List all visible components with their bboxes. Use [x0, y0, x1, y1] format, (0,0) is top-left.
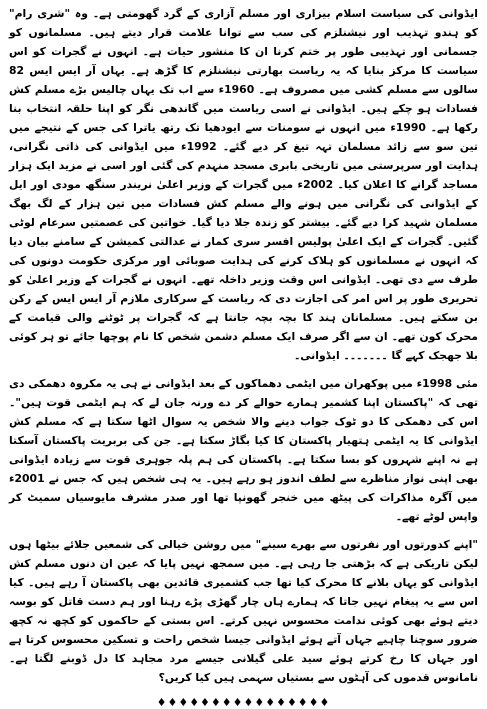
- article-paragraph-3: "اپنے کدورتوں اور نفرتوں سے بھرے سینے" میں روشن خیالی کی شمعیں جلائے بیٹھا ہوں لیکن تاریکی ہے کہ بڑھتی جا رہی ہے۔ میں سمجھ نہیں پایا کہ عین ان دنوں مسلم کش ایڈوانی کو یہاں بلانے کا محرک کیا تھا جب کشمیری قائدین بھی پاکستان آ رہے ہیں۔ کیا اس سے یہ پیغام نہیں جاتا کہ ہمارے ہاں چار گھڑی پڑے رہنا اور ہم دست قاتل کو بوسہ دیتے ہوئے بھی کوئی ندامت محسوس نہیں کرتے۔ اس بستی کے حاکموں کو کچھ نہ کچھ ضرور سوچنا چاہیے جہاں آتے ہوئے ایڈوانی جیسا شخص راحت و تسکین محسوس کرتا ہے اور جہاں کا رخ کرتے ہوئے سید علی گیلانی جیسے مرد مجاہد کا دل ڈوبنے لگتا ہے۔ نامانوس قدموں کی آہٹوں سے بستیاں سہمی ہیں کیا کریں؟: [9, 538, 478, 684]
- article-paragraph-2: مئی 1998ء میں پوکھران میں ایٹمی دھماکوں کے بعد ایڈوانی نے ہی یہ مکروہ دھمکی دی تھی کہ "پاکستان اپنا کشمیر ہمارے حوالے کر دے ورنہ جان لے کہ ہم ایٹمی قوت ہیں"۔ اس کی دھمکی کا دو ٹوک جواب دینے والا شخص یہ سوال اٹھا سکتا ہے کہ مسلم کش ایڈوانی کا یہ ایٹمی ہتھیار پاکستان کا کیا بگاڑ سکتا ہے۔ جن کی بربریت پاکستان آسکتا ہے نہ اپنے شہروں کو بسا سکتا ہے۔ پاکستان کی ہم پلہ جوہری قوت سے زیادہ ایڈوانی بھی اپنی نواز مناظرے سے لطف اندوز ہو رہے ہیں۔ یہ ہی شخص ہیں کہ جس نے 2001ء میں آگرہ مذاکرات کی پیٹھ میں خنجر گھونپا تھا اور صدر مشرف مایوسیاں سمیٹ کر واپس لوٹے تھے۔: [9, 377, 478, 523]
- article-paragraph-1: ایڈوانی کی سیاست اسلام بیزاری اور مسلم آزاری کے گرد گھومتی ہے۔ وہ "شری رام" کو ہندو تہذیب اور نیشنلزم کی سب سے توانا علامت قرار دیتے ہیں۔ مسلمانوں کو جسمانی اور تہذیبی طور پر ختم کرنا ان کا منشور حیات ہے۔ انہوں نے گجرات کو اس سیاست کا مرکز بنایا کہ یہ ریاست بھارتی نیشنلزم کا گڑھ ہے۔ یہاں آر ایس ایس 82 سالوں سے مسلم کشی میں مصروف ہے۔ 1960ء سے اب تک یہاں چالیس بڑے مسلم کش فسادات ہو چکے ہیں۔ ایڈوانی نے اسی ریاست میں گاندھی نگر کو اپنا حلقہ انتخاب بنا رکھا ہے۔ 1990ء میں انہوں نے سومنات سے ایودھیا تک رتھ یاترا کی جس کے نتیجے میں تین سو سے زائد مسلمان تہہ تیغ کر دیے گئے۔ 1992ء میں ایڈوانی کی ذاتی نگرانی، ہدایت اور سرپرستی میں تاریخی بابری مسجد منہدم کی گئی اور اسی نے مزید ایک ہزار مساجد گرانے کا اعلان کیا۔ 2002ء میں گجرات کے وزیر اعلیٰ نریندر سنگھ مودی اور ایل کے ایڈوانی کی نگرانی میں ہونے والے مسلم کش فسادات میں تین ہزار کے لگ بھگ مسلمان شہید کرا دیے گئے۔ بیشتر کو زندہ جلا دیا گیا۔ خواتین کی عصمتیں سرعام لوٹی گئیں۔ گجرات کے ایک اعلیٰ پولیس افسر سری کمار نے عدالتی کمیشن کے سامنے بیان دیا کہ انہوں نے مسلمانوں کو ہلاک کرنے کی ہدایت صوبائی اور مرکزی حکومت دونوں کی طرف سے دی تھی۔ ایڈوانی اس وقت وزیر داخلہ تھے۔ انہوں نے گجرات کے وزیر اعلیٰ کو تحریری طور پر اس امر کی اجازت دی کہ ریاست کے سرکاری ملازم آر ایس ایس کے رکن بن سکتے ہیں۔ مسلمانان ہند کا بچہ بچہ جانتا ہے کہ گجرات پر ٹوٹنے والی قیامت کے محرک کون تھے۔ ان سے اگر صرف ایک مسلم دشمن شخص کا نام پوچھا جائے تو ہر کوئی بلا جھجک کہے گا ۔۔۔۔۔۔۔ ایڈوانی۔: [9, 7, 478, 362]
- section-divider: ♦♦♦♦♦♦♦♦♦♦♦♦♦♦♦♦: [156, 696, 331, 709]
